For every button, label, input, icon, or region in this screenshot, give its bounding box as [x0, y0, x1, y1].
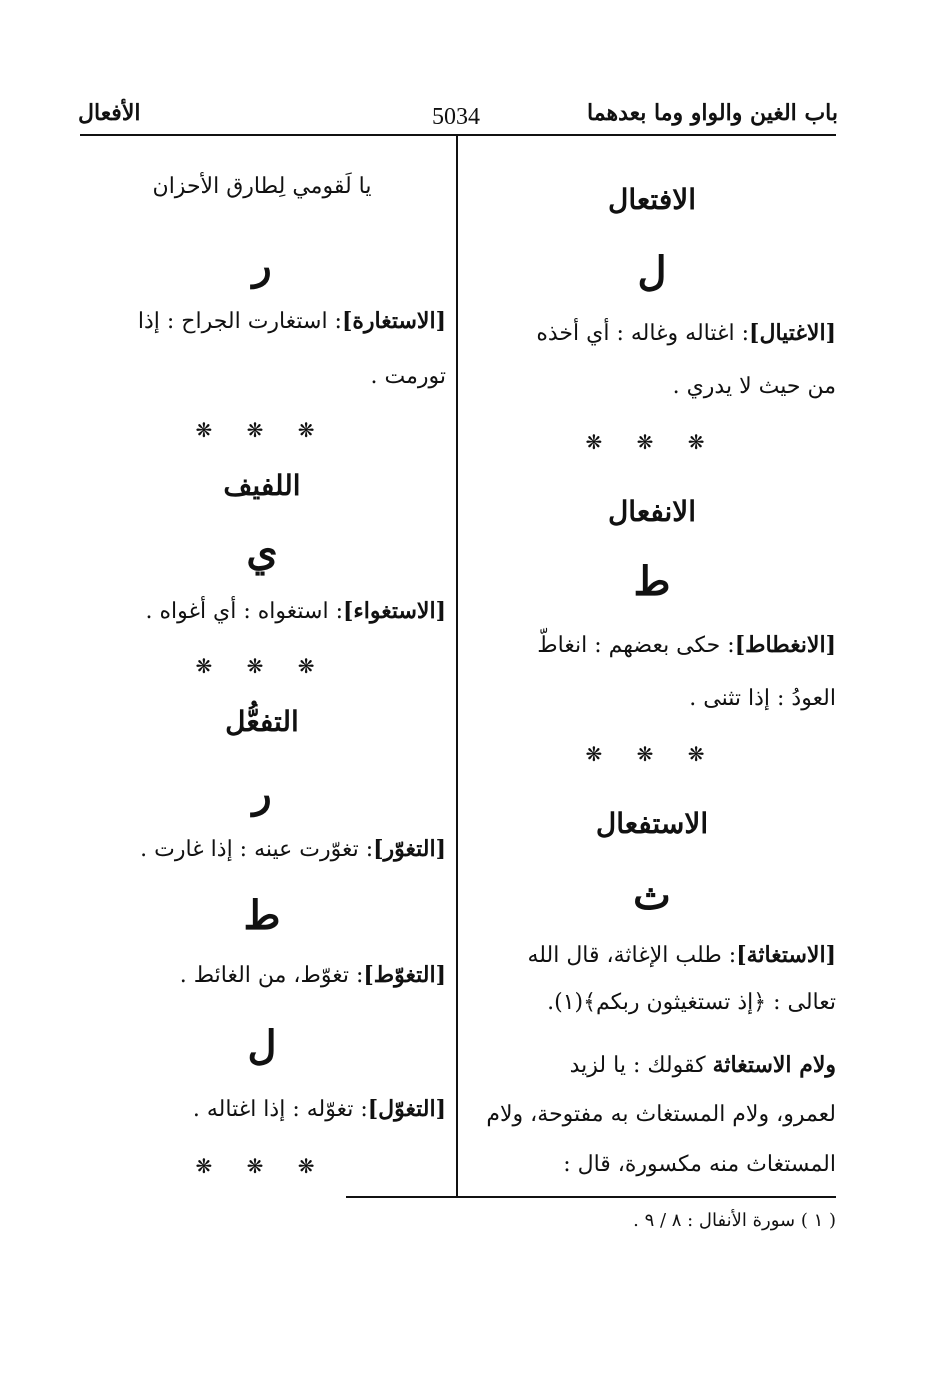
letter-heading: ل: [247, 1022, 277, 1069]
letter-heading: ط: [633, 558, 671, 605]
dictionary-entry: [468, 928, 836, 983]
section-heading: اللفيف: [223, 469, 301, 502]
letter-heading: ث: [633, 872, 671, 919]
entry-definition: : حكى بعضهم : انغاطّ: [537, 633, 735, 658]
section-heading: الاستفعال: [595, 807, 709, 840]
poetry-verse: يا لَقومي لِطارق الأحزان: [152, 174, 372, 199]
entry-continuation: المستغاث منه مكسورة، قال :: [563, 1152, 836, 1177]
dictionary-entry: [468, 1038, 836, 1093]
entry-definition: : طلب الإغاثة، قال الله: [527, 943, 737, 968]
section-separator: ❋ ❋ ❋: [195, 654, 329, 678]
section-separator: ❋ ❋ ❋: [585, 430, 719, 454]
letter-heading: ر: [252, 770, 272, 817]
section-separator: ❋ ❋ ❋: [585, 742, 719, 766]
column-divider: [456, 135, 458, 1197]
header-divider: [80, 134, 836, 136]
entry-continuation: لعمرو، ولام المستغاث به مفتوحة، ولام: [486, 1102, 836, 1127]
entry-definition: : تغوّرت عينه : إذا غارت .: [140, 837, 374, 862]
dictionary-entry: [78, 948, 446, 1003]
entry-headword: [التغوّر]: [373, 836, 446, 862]
entry-headword: [الاستغاثة]: [736, 942, 836, 968]
entry-headword: [الاستغارة]: [341, 308, 446, 334]
letter-heading: ي: [246, 528, 278, 575]
entry-headword: [الاستغواء]: [343, 598, 446, 624]
header-chapter-title: باب الغين والواو وما بعدهما: [587, 100, 838, 126]
entry-definition: : استغواه : أي أغواه .: [145, 599, 343, 624]
dictionary-entry: [78, 1082, 446, 1137]
page-number: 5034: [432, 104, 480, 130]
letter-heading: ر: [252, 242, 272, 289]
header-section-title: الأفعال: [78, 100, 141, 126]
dictionary-entry: [78, 822, 446, 877]
entry-headword: ولام الاستغاثة: [712, 1052, 836, 1078]
footnote: ( ١ ) سورة الأنفال : ٨ / ٩ .: [633, 1210, 836, 1231]
entry-headword: [الانغطاط]: [734, 632, 836, 658]
dictionary-entry: [468, 618, 836, 673]
entry-definition: : استغارت الجراح : إذا: [137, 309, 342, 334]
entry-definition: : تغوّله : إذا اغتاله .: [192, 1097, 368, 1122]
section-heading: التفعُّل: [225, 705, 299, 738]
entry-definition: : اغتاله وغاله : أي أخذه: [536, 321, 750, 346]
entry-definition: كقولك : يا لزيد: [569, 1053, 706, 1078]
section-separator: ❋ ❋ ❋: [195, 418, 329, 442]
letter-heading: ل: [637, 248, 667, 295]
dictionary-entry: [468, 306, 836, 361]
section-heading: الافتعال: [608, 183, 696, 216]
entry-headword: [التغوّل]: [367, 1096, 446, 1122]
letter-heading: ط: [243, 892, 281, 939]
entry-definition: : تغوّط، من الغائط .: [179, 963, 364, 988]
page-header: [78, 96, 838, 136]
section-separator: ❋ ❋ ❋: [195, 1154, 329, 1178]
entry-continuation: العودُ : إذا تثنى .: [689, 686, 836, 711]
entry-continuation: من حيث لا يدري .: [672, 374, 836, 399]
dictionary-entry: [78, 294, 446, 349]
section-heading: الانفعال: [607, 495, 697, 528]
entry-headword: [التغوّط]: [363, 962, 446, 988]
entry-continuation: تورمت .: [370, 364, 446, 389]
entry-headword: [الاغتيال]: [749, 320, 836, 346]
dictionary-entry: [78, 584, 446, 639]
footnote-divider: [346, 1196, 836, 1198]
entry-continuation: تعالى : ﴿إذ تستغيثون ربكم﴾(١).: [547, 990, 836, 1015]
